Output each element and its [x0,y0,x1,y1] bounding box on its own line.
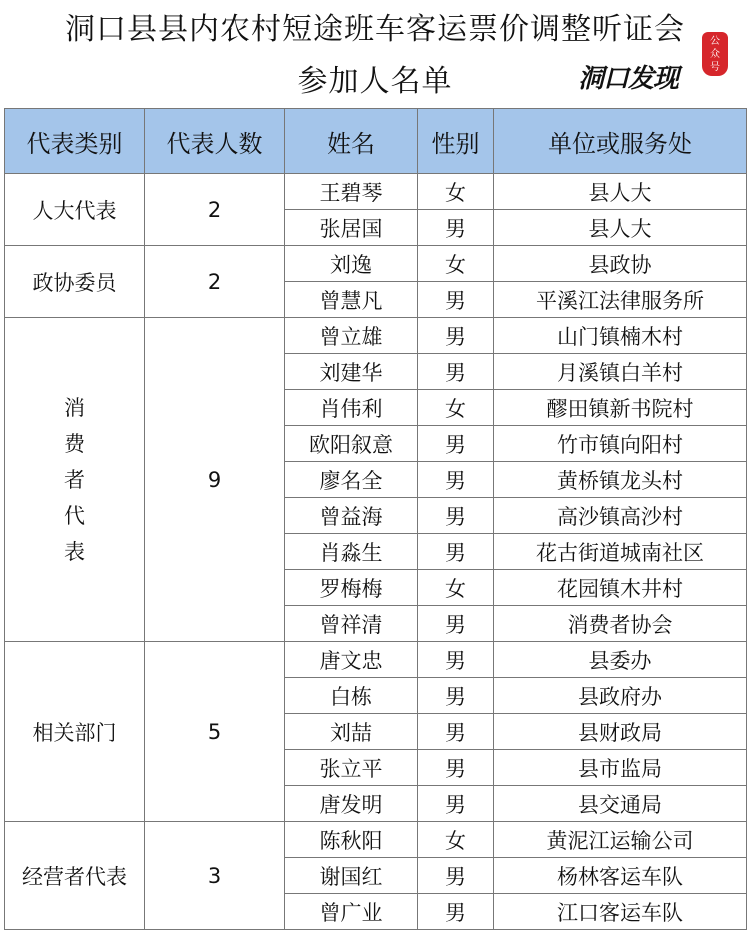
name-cell: 刘建华 [285,354,418,390]
unit-cell: 消费者协会 [494,606,747,642]
name-cell: 曾益海 [285,498,418,534]
unit-cell: 山门镇楠木村 [494,318,747,354]
gender-cell: 男 [418,786,494,822]
table-row [5,246,747,282]
name-cell: 欧阳叙意 [285,426,418,462]
table-row [5,318,747,354]
gender-cell: 女 [418,822,494,858]
name-cell: 唐发明 [285,786,418,822]
count-cell: 2 [145,174,285,246]
name-cell: 曾立雄 [285,318,418,354]
count-cell: 5 [145,642,285,822]
participant-table [4,108,747,930]
name-cell: 唐文忠 [285,642,418,678]
gender-cell: 男 [418,894,494,930]
count-cell: 3 [145,822,285,930]
category-cell: 经营者代表 [5,822,145,930]
header-gender: 性别 [418,109,494,174]
unit-cell: 县交通局 [494,786,747,822]
unit-cell: 醪田镇新书院村 [494,390,747,426]
name-cell: 谢国红 [285,858,418,894]
unit-cell: 黄桥镇龙头村 [494,462,747,498]
brand-logo: 洞口发现 [578,64,679,94]
name-cell: 肖淼生 [285,534,418,570]
gender-cell: 男 [418,678,494,714]
category-cell: 相关部门 [5,642,145,822]
category-cell: 人大代表 [5,174,145,246]
header-name: 姓名 [285,109,418,174]
unit-cell: 县委办 [494,642,747,678]
gender-cell: 女 [418,390,494,426]
category-cell: 消 费 者 代 表 [5,318,145,642]
gender-cell: 男 [418,318,494,354]
document-title: 洞口县县内农村短途班车客运票价调整听证会 [65,12,685,47]
name-cell: 刘逸 [285,246,418,282]
table-row [5,822,747,858]
name-cell: 罗梅梅 [285,570,418,606]
gender-cell: 男 [418,354,494,390]
document-subtitle: 参加人名单 [297,64,453,99]
name-cell: 曾慧凡 [285,282,418,318]
unit-cell: 县政府办 [494,678,747,714]
gender-cell: 男 [418,714,494,750]
unit-cell: 高沙镇高沙村 [494,498,747,534]
gender-cell: 男 [418,426,494,462]
title-block [0,0,750,108]
name-cell: 曾祥清 [285,606,418,642]
unit-cell: 平溪江法律服务所 [494,282,747,318]
name-cell: 肖伟利 [285,390,418,426]
gender-cell: 男 [418,462,494,498]
gender-cell: 女 [418,246,494,282]
table-body [5,174,747,930]
count-cell: 2 [145,246,285,318]
name-cell: 张立平 [285,750,418,786]
gender-cell: 男 [418,750,494,786]
gender-cell: 男 [418,282,494,318]
unit-cell: 竹市镇向阳村 [494,426,747,462]
gender-cell: 女 [418,174,494,210]
gender-cell: 男 [418,534,494,570]
name-cell: 廖名全 [285,462,418,498]
header-count: 代表人数 [145,109,285,174]
brand-seal-icon: 公 众 号 [702,32,728,76]
unit-cell: 县市监局 [494,750,747,786]
unit-cell: 花古街道城南社区 [494,534,747,570]
gender-cell: 男 [418,210,494,246]
gender-cell: 男 [418,498,494,534]
name-cell: 曾广业 [285,894,418,930]
gender-cell: 男 [418,642,494,678]
name-cell: 白栋 [285,678,418,714]
unit-cell: 县政协 [494,246,747,282]
gender-cell: 男 [418,606,494,642]
category-cell: 政协委员 [5,246,145,318]
unit-cell: 江口客运车队 [494,894,747,930]
table-header-row [5,109,747,174]
unit-cell: 月溪镇白羊村 [494,354,747,390]
table-row [5,174,747,210]
table-row [5,642,747,678]
name-cell: 刘喆 [285,714,418,750]
unit-cell: 杨林客运车队 [494,858,747,894]
unit-cell: 花园镇木井村 [494,570,747,606]
name-cell: 陈秋阳 [285,822,418,858]
gender-cell: 女 [418,570,494,606]
unit-cell: 县财政局 [494,714,747,750]
count-cell: 9 [145,318,285,642]
header-category: 代表类别 [5,109,145,174]
name-cell: 张居国 [285,210,418,246]
gender-cell: 男 [418,858,494,894]
unit-cell: 黄泥江运输公司 [494,822,747,858]
unit-cell: 县人大 [494,210,747,246]
header-unit: 单位或服务处 [494,109,747,174]
unit-cell: 县人大 [494,174,747,210]
name-cell: 王碧琴 [285,174,418,210]
